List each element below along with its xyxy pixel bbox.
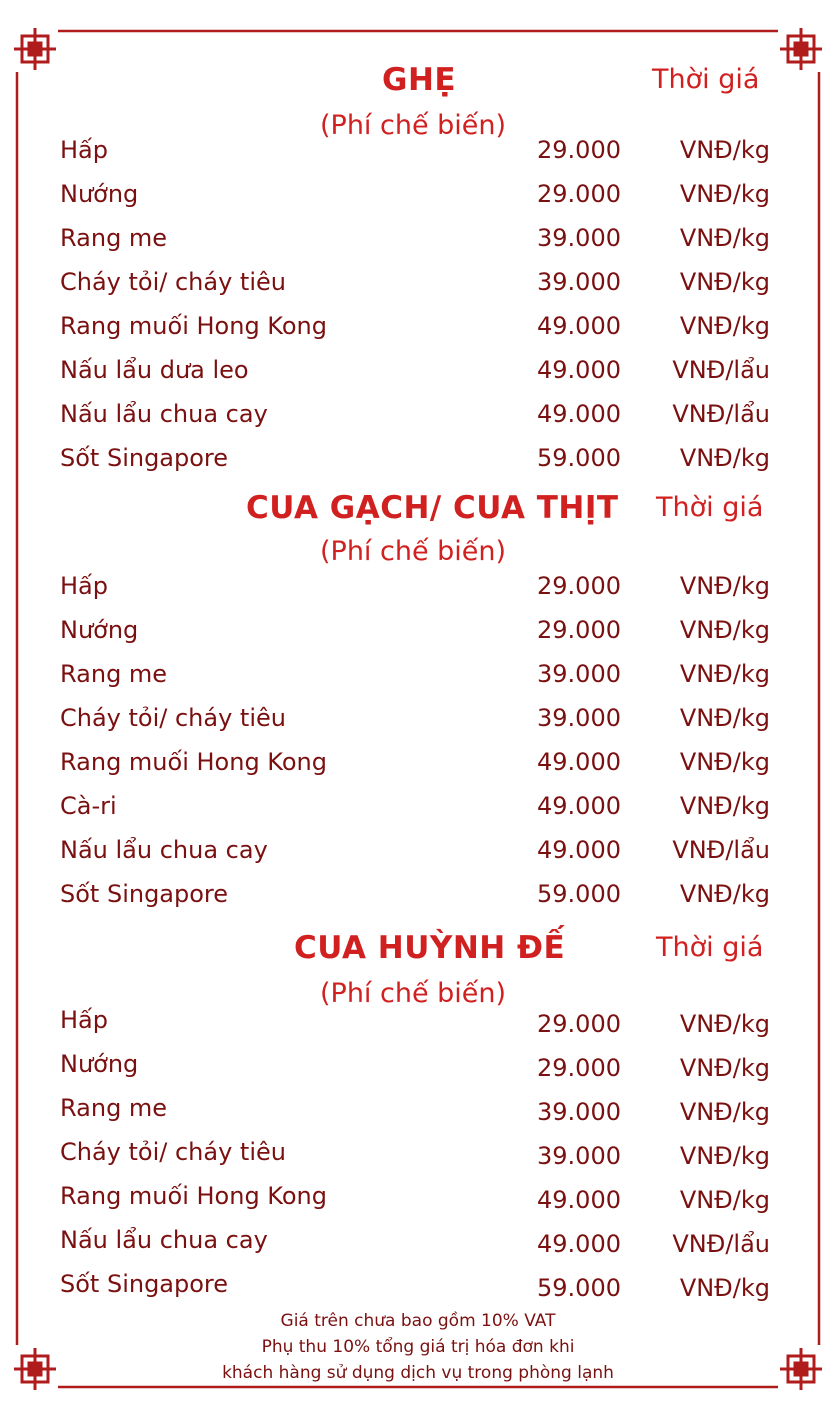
menu-row <box>0 1050 836 1090</box>
menu-row <box>0 660 836 700</box>
menu-row <box>0 1182 836 1222</box>
item-unit: VNĐ/kg <box>679 880 770 908</box>
item-price: 39.000 <box>537 704 621 732</box>
menu-row <box>0 1226 836 1266</box>
item-price: 39.000 <box>537 1098 621 1126</box>
item-price: 39.000 <box>537 224 621 252</box>
item-unit: VNĐ/kg <box>679 1186 770 1214</box>
item-unit: VNĐ/kg <box>679 1054 770 1082</box>
item-name: Cháy tỏi/ cháy tiêu <box>60 268 286 296</box>
item-unit: VNĐ/kg <box>679 616 770 644</box>
item-price: 39.000 <box>537 1142 621 1170</box>
menu-row <box>0 444 836 484</box>
menu-row <box>0 1006 836 1046</box>
item-name: Cháy tỏi/ cháy tiêu <box>60 1138 286 1166</box>
price-note-cua-gach: Thời giá <box>656 492 764 523</box>
item-name: Sốt Singapore <box>60 444 229 472</box>
corner-ornament-top-left <box>14 28 56 70</box>
item-name: Cháy tỏi/ cháy tiêu <box>60 704 286 732</box>
menu-row <box>0 572 836 612</box>
menu-row <box>0 1094 836 1134</box>
price-note-ghe: Thời giá <box>652 64 760 95</box>
item-name: Hấp <box>60 136 108 164</box>
item-price: 49.000 <box>537 356 621 384</box>
menu-row <box>0 792 836 832</box>
item-name: Nướng <box>60 616 139 644</box>
item-price: 29.000 <box>537 1054 621 1082</box>
subtitle-ghe: (Phí chế biến) <box>320 110 507 141</box>
menu-row <box>0 312 836 352</box>
item-name: Rang me <box>60 1094 168 1122</box>
item-unit: VNĐ/kg <box>679 224 770 252</box>
item-price: 49.000 <box>537 312 621 340</box>
item-unit: VNĐ/kg <box>679 660 770 688</box>
menu-row <box>0 180 836 220</box>
footer-vat-note: Giá trên chưa bao gồm 10% VAT <box>280 1311 556 1331</box>
item-price: 29.000 <box>537 136 621 164</box>
item-name: Rang muối Hong Kong <box>60 1182 327 1210</box>
item-unit: VNĐ/kg <box>679 180 770 208</box>
item-unit: VNĐ/kg <box>679 312 770 340</box>
menu-row <box>0 224 836 264</box>
item-price: 59.000 <box>537 1274 621 1302</box>
item-price: 39.000 <box>537 268 621 296</box>
item-unit: VNĐ/lẩu <box>672 400 770 428</box>
menu-row <box>0 1138 836 1178</box>
item-price: 29.000 <box>537 180 621 208</box>
item-name: Nấu lẩu chua cay <box>60 836 268 864</box>
subtitle-cua-gach: (Phí chế biến) <box>320 536 507 567</box>
item-price: 49.000 <box>537 836 621 864</box>
menu-row <box>0 268 836 308</box>
item-name: Hấp <box>60 572 108 600</box>
item-name: Rang me <box>60 660 168 688</box>
menu-row <box>0 880 836 920</box>
item-name: Hấp <box>60 1006 108 1034</box>
item-name: Sốt Singapore <box>60 1270 229 1298</box>
menu-row <box>0 836 836 876</box>
item-price: 49.000 <box>537 1186 621 1214</box>
item-unit: VNĐ/lẩu <box>672 356 770 384</box>
menu-row <box>0 748 836 788</box>
item-unit: VNĐ/kg <box>679 704 770 732</box>
menu-row <box>0 704 836 744</box>
item-name: Nấu lẩu dưa leo <box>60 356 249 384</box>
item-unit: VNĐ/kg <box>679 1274 770 1302</box>
item-name: Rang muối Hong Kong <box>60 312 327 340</box>
menu-row <box>0 616 836 656</box>
section-title-cua-huynh-de: CUA HUỲNH ĐẾ <box>294 930 566 966</box>
item-unit: VNĐ/kg <box>679 1010 770 1038</box>
item-unit: VNĐ/kg <box>679 268 770 296</box>
item-name: Rang muối Hong Kong <box>60 748 327 776</box>
menu-row <box>0 136 836 176</box>
section-title-ghe: GHẸ <box>382 62 457 98</box>
item-name: Rang me <box>60 224 168 252</box>
item-price: 29.000 <box>537 1010 621 1038</box>
item-unit: VNĐ/kg <box>679 1098 770 1126</box>
item-unit: VNĐ/lẩu <box>672 1230 770 1258</box>
item-name: Nấu lẩu chua cay <box>60 1226 268 1254</box>
footer-aircon-note: khách hàng sử dụng dịch vụ trong phòng lạnh <box>222 1363 614 1383</box>
item-price: 29.000 <box>537 572 621 600</box>
item-price: 29.000 <box>537 616 621 644</box>
item-price: 39.000 <box>537 660 621 688</box>
item-price: 49.000 <box>537 400 621 428</box>
item-name: Cà-ri <box>60 792 117 820</box>
footer-surcharge-note: Phụ thu 10% tổng giá trị hóa đơn khi <box>261 1337 575 1357</box>
item-unit: VNĐ/kg <box>679 572 770 600</box>
item-price: 49.000 <box>537 1230 621 1258</box>
item-name: Nướng <box>60 1050 139 1078</box>
menu-row <box>0 1270 836 1310</box>
menu-row <box>0 356 836 396</box>
corner-ornament-top-right <box>780 28 822 70</box>
menu-row <box>0 400 836 440</box>
item-price: 49.000 <box>537 748 621 776</box>
item-unit: VNĐ/kg <box>679 444 770 472</box>
item-unit: VNĐ/kg <box>679 792 770 820</box>
item-unit: VNĐ/kg <box>679 136 770 164</box>
item-price: 49.000 <box>537 792 621 820</box>
item-unit: VNĐ/lẩu <box>672 836 770 864</box>
item-price: 59.000 <box>537 444 621 472</box>
item-unit: VNĐ/kg <box>679 748 770 776</box>
item-name: Nấu lẩu chua cay <box>60 400 268 428</box>
item-name: Sốt Singapore <box>60 880 229 908</box>
price-note-cua-huynh-de: Thời giá <box>656 932 764 963</box>
section-title-cua-gach: CUA GẠCH/ CUA THỊT <box>246 490 619 526</box>
subtitle-cua-huynh-de: (Phí chế biến) <box>320 978 507 1009</box>
item-price: 59.000 <box>537 880 621 908</box>
item-unit: VNĐ/kg <box>679 1142 770 1170</box>
item-name: Nướng <box>60 180 139 208</box>
